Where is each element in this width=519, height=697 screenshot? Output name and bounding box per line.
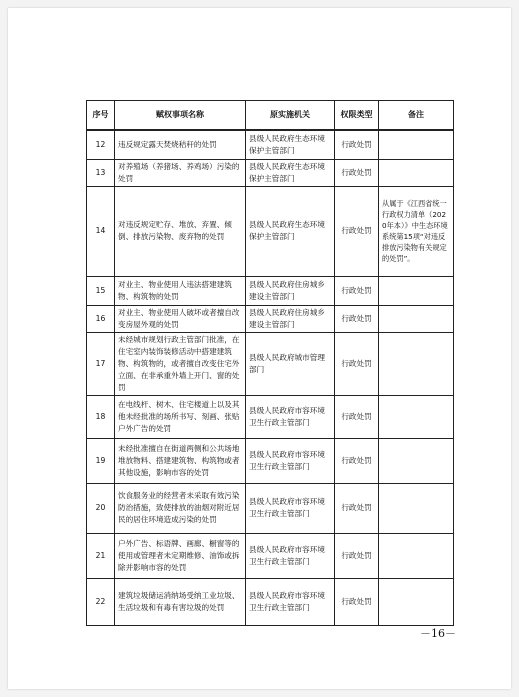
row-authority: 县级人民政府住房城乡建设主管部门 [246, 276, 335, 305]
row-type: 行政处罚 [335, 483, 379, 533]
table-row [87, 186, 454, 276]
authority-table [86, 100, 454, 626]
header-authority: 原实施机关 [246, 101, 335, 131]
row-type: 行政处罚 [335, 276, 379, 305]
table-row [87, 395, 454, 438]
row-note [379, 276, 454, 305]
row-item-name: 对违反规定贮存、堆放、弃置、倾倒、排放污染物、废弃物的处罚 [115, 186, 246, 276]
row-item-name: 违反规定露天焚烧秸秆的处罚 [115, 130, 246, 159]
document-page [8, 8, 511, 689]
row-number: 22 [87, 578, 115, 625]
row-number: 13 [87, 159, 115, 186]
row-number: 17 [87, 332, 115, 395]
row-authority: 县级人民政府住房城乡建设主管部门 [246, 305, 335, 332]
row-note [379, 395, 454, 438]
table-row [87, 578, 454, 625]
header-type: 权限类型 [335, 101, 379, 131]
row-type: 行政处罚 [335, 305, 379, 332]
table-row [87, 305, 454, 332]
row-item-name: 未经城市规划行政主管部门批准，在住宅室内装饰装修活动中搭建建筑物、构筑物的，或者擅自改变住宅外立面、在非承重外墙上开门、窗的处罚 [115, 332, 246, 395]
row-type: 行政处罚 [335, 332, 379, 395]
header-number: 序号 [87, 101, 115, 131]
row-item-name: 对业主、物业使用人违法搭建建筑物、构筑物的处罚 [115, 276, 246, 305]
row-note [379, 130, 454, 159]
row-authority: 县级人民政府市容环境卫生行政主管部门 [246, 533, 335, 578]
row-item-name: 未经批准擅自在街道两侧和公共场地堆放物料、搭建建筑物、构筑物或者其他设施，影响市容的处罚 [115, 438, 246, 483]
row-authority: 县级人民政府生态环境保护主管部门 [246, 130, 335, 159]
row-type: 行政处罚 [335, 533, 379, 578]
row-authority: 县级人民政府生态环境保护主管部门 [246, 159, 335, 186]
row-item-name: 户外广告、标语牌、画廊、橱窗等的使用或管理者未定期维修、油饰或拆除并影响市容的处罚 [115, 533, 246, 578]
row-item-name: 在电线杆、树木、住宅楼道上以及其他未经批准的场所书写、刻画、张贴户外广告的处罚 [115, 395, 246, 438]
table-row [87, 533, 454, 578]
row-type: 行政处罚 [335, 578, 379, 625]
row-number: 14 [87, 186, 115, 276]
table-row [87, 438, 454, 483]
row-number: 20 [87, 483, 115, 533]
row-item-name: 对养殖场（养猪场、养鸡场）污染的处罚 [115, 159, 246, 186]
row-authority: 县级人民政府市容环境卫生行政主管部门 [246, 438, 335, 483]
table-header-row [87, 101, 454, 131]
row-type: 行政处罚 [335, 130, 379, 159]
row-item-name: 饮食服务业的经营者未采取有效污染防治措施，致使排放的油烟对附近居民的居住环境造成污染的处罚 [115, 483, 246, 533]
row-type: 行政处罚 [335, 186, 379, 276]
row-authority: 县级人民政府城市管理部门 [246, 332, 335, 395]
table-row [87, 483, 454, 533]
row-note [379, 332, 454, 395]
row-number: 12 [87, 130, 115, 159]
header-item-name: 赋权事项名称 [115, 101, 246, 131]
row-authority: 县级人民政府市容环境卫生行政主管部门 [246, 578, 335, 625]
row-number: 21 [87, 533, 115, 578]
row-authority: 县级人民政府市容环境卫生行政主管部门 [246, 395, 335, 438]
table-row [87, 130, 454, 159]
table-row [87, 159, 454, 186]
row-item-name: 建筑垃圾储运消纳场受纳工业垃圾、生活垃圾和有毒有害垃圾的处罚 [115, 578, 246, 625]
row-authority: 县级人民政府市容环境卫生行政主管部门 [246, 483, 335, 533]
row-note [379, 305, 454, 332]
row-type: 行政处罚 [335, 159, 379, 186]
row-note: 从属于《江西省统一行政权力清单（2020年本）》中生态环境系统第15项“对违反排放污染物有关规定的处罚”。 [379, 186, 454, 276]
header-note: 备注 [379, 101, 454, 131]
row-note [379, 438, 454, 483]
row-authority: 县级人民政府生态环境保护主管部门 [246, 186, 335, 276]
row-number: 18 [87, 395, 115, 438]
row-note [379, 159, 454, 186]
row-type: 行政处罚 [335, 438, 379, 483]
row-note [379, 578, 454, 625]
row-type: 行政处罚 [335, 395, 379, 438]
row-number: 19 [87, 438, 115, 483]
row-number: 15 [87, 276, 115, 305]
row-note [379, 533, 454, 578]
page-number: －16－ [420, 627, 456, 640]
row-note [379, 483, 454, 533]
row-item-name: 对业主、物业使用人破坏或者擅自改变房屋外观的处罚 [115, 305, 246, 332]
row-number: 16 [87, 305, 115, 332]
table-row [87, 332, 454, 395]
table-row [87, 276, 454, 305]
